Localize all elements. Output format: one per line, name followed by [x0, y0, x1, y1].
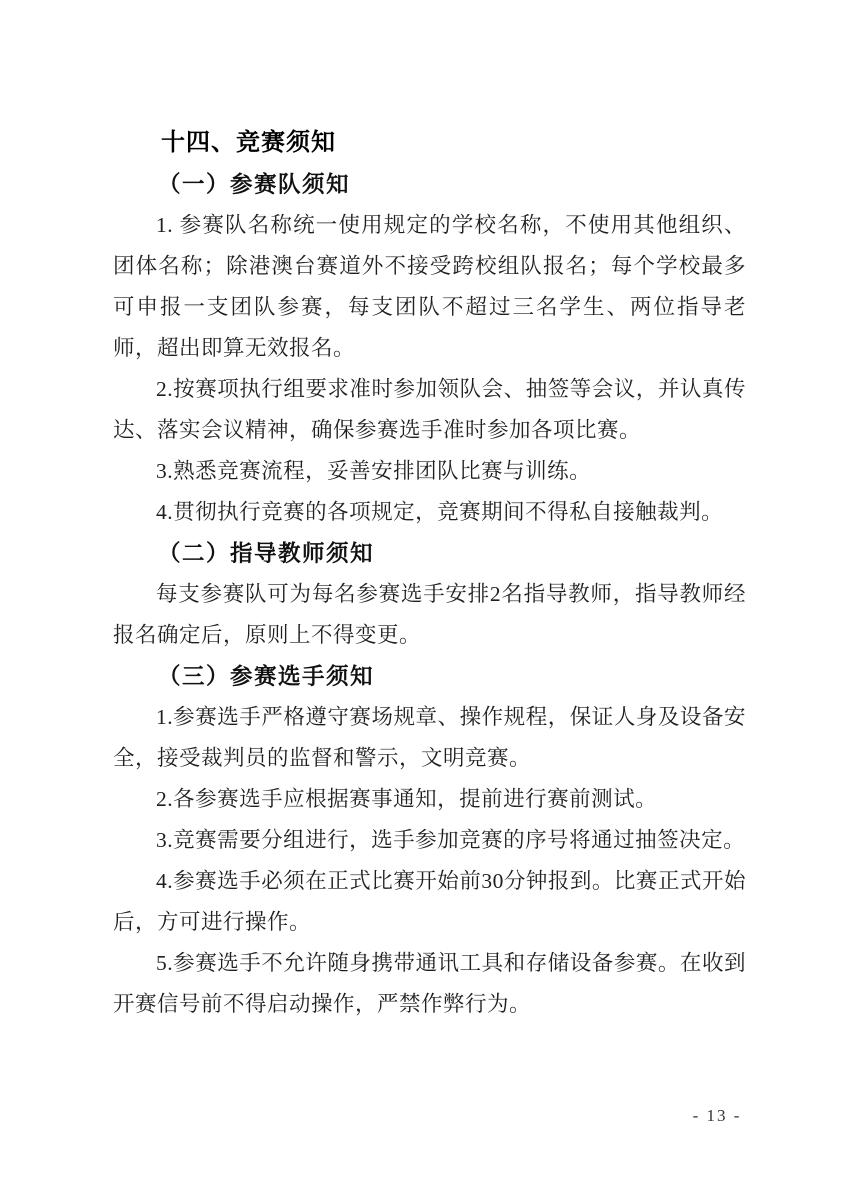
- rule-paragraph: 3.熟悉竞赛流程，妥善安排团队比赛与训练。: [156, 459, 592, 483]
- rule-paragraph: 4.贯彻执行竞赛的各项规定，竞赛期间不得私自接触裁判。: [156, 500, 724, 524]
- rule-paragraph: 2.按赛项执行组要求准时参加领队会、抽签等会议，并认真传达、落实会议精神，确保参赛选手准时参加各项比赛。: [113, 377, 746, 442]
- page-number: - 13 -: [692, 1106, 742, 1125]
- content-area: [113, 122, 746, 1025]
- rule-paragraph: 1.参赛选手严格遵守赛场规章、操作规程，保证人身及设备安全，接受裁判员的监督和警示，文明竞赛。: [113, 705, 746, 770]
- rule-paragraph: 2.各参赛选手应根据赛事通知，提前进行赛前测试。: [156, 787, 658, 811]
- rule-paragraph: 3.竞赛需要分组进行，选手参加竞赛的序号将通过抽签决定。: [156, 828, 746, 852]
- rule-paragraph: 4.参赛选手必须在正式比赛开始前30分钟报到。比赛正式开始后，方可进行操作。: [113, 869, 746, 934]
- rule-paragraph: 5.参赛选手不允许随身携带通讯工具和存储设备参赛。在收到开赛信号前不得启动操作，严禁作弊行为。: [113, 951, 746, 1016]
- section-heading-2: （二）指导教师须知: [158, 541, 375, 566]
- section-heading-1: （一）参赛队须知: [158, 172, 351, 197]
- rule-paragraph: 每支参赛队可为每名参赛选手安排2名指导教师，指导教师经报名确定后，原则上不得变更。: [113, 582, 746, 647]
- page-title: 十四、竞赛须知: [161, 129, 336, 156]
- section-heading-3: （三）参赛选手须知: [158, 664, 375, 689]
- rule-paragraph: 1. 参赛队名称统一使用规定的学校名称，不使用其他组织、团体名称；除港澳台赛道外不接受跨校组队报名；每个学校最多可申报一支团队参赛，每支团队不超过三名学生、两位指导老师，超出即算无效报名。: [113, 213, 746, 360]
